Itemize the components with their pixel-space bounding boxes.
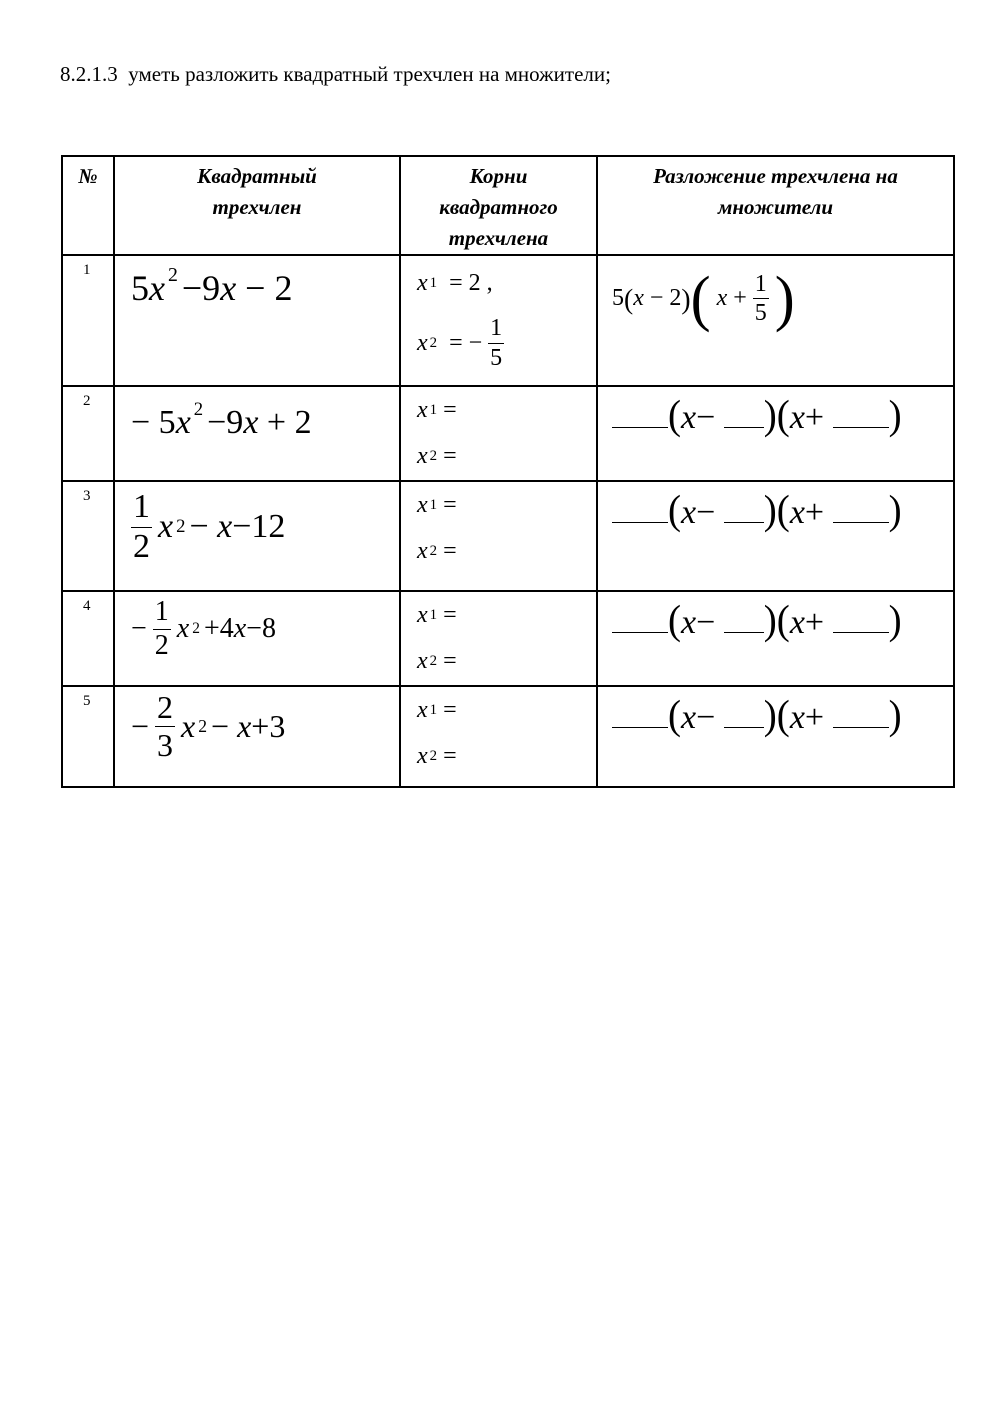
roots-cell xyxy=(400,255,597,386)
root-x1: x 1 = xyxy=(417,491,457,518)
table-row xyxy=(62,686,954,787)
factorization-table xyxy=(61,155,955,788)
trinomial-cell: $\frac{1}{2}$ x 2 − x −12 xyxy=(114,481,400,591)
trinomial-cell: − $\frac{2}{3}$ x 2 − x +3 xyxy=(114,686,400,787)
row-number: 4 xyxy=(62,591,114,686)
table-row xyxy=(62,481,954,591)
table-header-row xyxy=(62,156,954,255)
root-x1: x 1 = xyxy=(417,601,457,628)
roots-cell xyxy=(400,686,597,787)
root-x2: x 2 = xyxy=(417,647,457,674)
table-row xyxy=(62,386,954,481)
header-number: № xyxy=(62,156,114,255)
row-number: 5 xyxy=(62,686,114,787)
root-x2: x 2 = xyxy=(417,742,457,769)
learning-objective: 8.2.1.3 уметь разложить квадратный трехчлен на множители; xyxy=(60,62,611,86)
factorization-cell: (x− )(x+ ) xyxy=(597,686,954,787)
table-row xyxy=(62,255,954,386)
header-roots: Корни квадратного трехчлена xyxy=(400,156,597,255)
root-x1: x 1 = xyxy=(417,396,457,423)
factorization-cell: (x− )(x+ ) xyxy=(597,591,954,686)
root-x2: x 2 = xyxy=(417,537,457,564)
roots-cell xyxy=(400,591,597,686)
factorization-cell: 5 ( x − 2 ) ( x + $\frac{1}{5}$ ) xyxy=(597,255,954,386)
root-x2: x 2 = xyxy=(417,442,457,469)
roots-cell xyxy=(400,386,597,481)
header-trinomial: Квадратный трехчлен xyxy=(114,156,400,255)
row-number: 3 xyxy=(62,481,114,591)
table-row xyxy=(62,591,954,686)
root-x1: x 1 = xyxy=(417,696,457,723)
trinomial-cell: 5x $^2$ −9x − 2 xyxy=(114,255,400,386)
factorization-cell: (x− )(x+ ) xyxy=(597,386,954,481)
factorization-cell: (x− )(x+ ) xyxy=(597,481,954,591)
header-factorization: Разложение трехчлена на множители xyxy=(597,156,954,255)
trinomial-cell: − 5x $^2$ −9x + 2 xyxy=(114,386,400,481)
roots-cell xyxy=(400,481,597,591)
row-number: 2 xyxy=(62,386,114,481)
row-number: 1 xyxy=(62,255,114,386)
root-x1: x 1 = 2 , xyxy=(417,269,493,296)
trinomial-cell: − $\frac{1}{2}$ x 2 +4 x −8 xyxy=(114,591,400,686)
root-x2: x 2 = − $\frac{1}{5}$ xyxy=(417,315,503,371)
